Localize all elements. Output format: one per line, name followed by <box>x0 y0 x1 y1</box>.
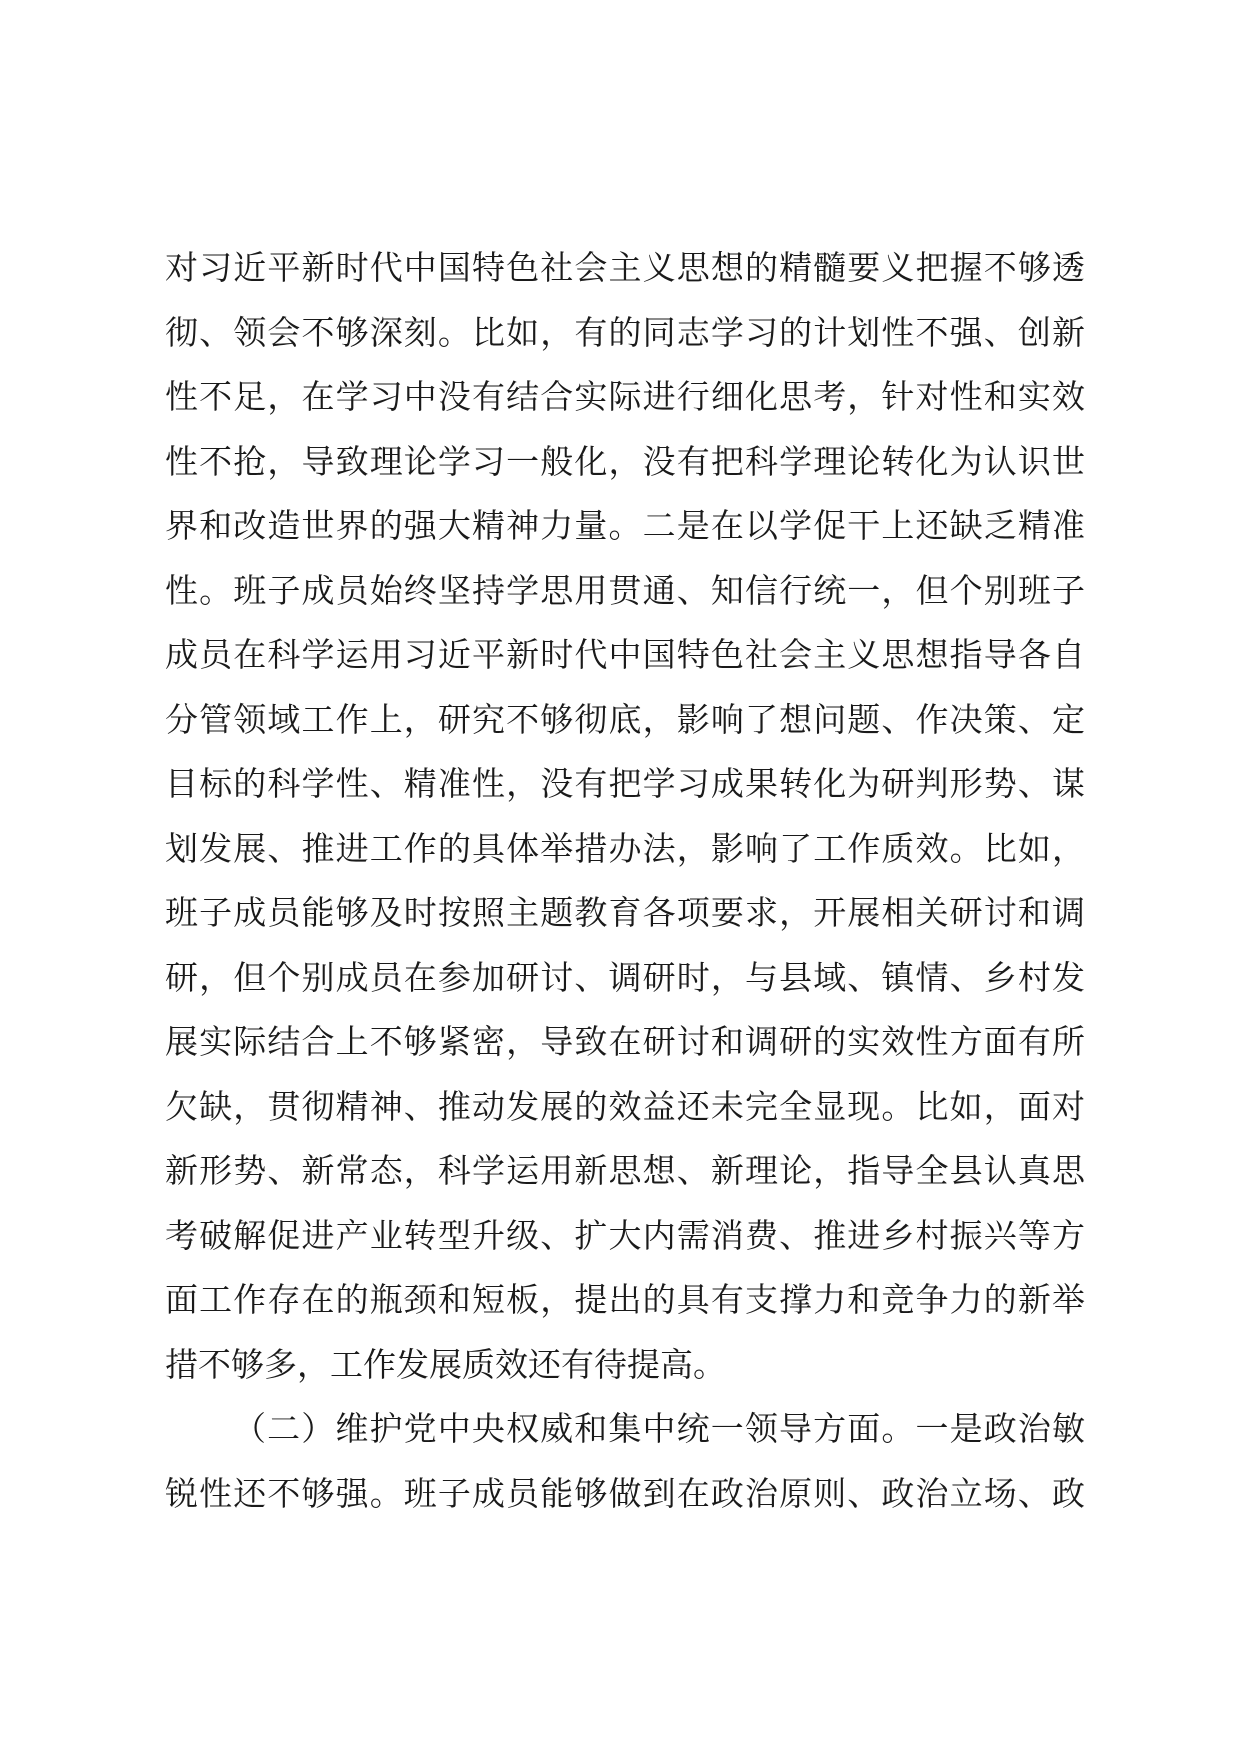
text-line: 面工作存在的瓶颈和短板，提出的具有支撑力和竞争力的新举 <box>165 1280 1085 1319</box>
text-line: 成员在科学运用习近平新时代中国特色社会主义思想指导各自 <box>165 635 1085 674</box>
text-line: 性。班子成员始终坚持学思用贯通、知信行统一，但个别班子 <box>165 570 1085 610</box>
text-line: 对习近平新时代中国特色社会主义思想的精髓要义把握不够透 <box>165 248 1085 287</box>
text-line: 展实际结合上不够紧密，导致在研讨和调研的实效性方面有所 <box>165 1022 1085 1061</box>
text-line: 彻、领会不够深刻。比如，有的同志学习的计划性不强、创新 <box>165 312 1085 352</box>
body-text <box>165 236 1085 1526</box>
text-line: 界和改造世界的强大精神力量。二是在以学促干上还缺乏精准 <box>165 506 1085 545</box>
text-line: 锐性还不够强。班子成员能够做到在政治原则、政治立场、政 <box>165 1473 1085 1513</box>
paragraph-end-line: 措不够多，工作发展质效还有待提高。 <box>165 1344 726 1384</box>
text-line: 欠缺，贯彻精神、推动发展的效益还未完全显现。比如，面对 <box>165 1086 1085 1126</box>
text-line: 研，但个别成员在参加研讨、调研时，与县域、镇情、乡村发 <box>165 957 1085 997</box>
text-line: 性不抢，导致理论学习一般化，没有把科学理论转化为认识世 <box>165 441 1085 481</box>
text-line: 分管领域工作上，研究不够彻底，影响了想问题、作决策、定 <box>165 699 1085 739</box>
text-line: 新形势、新常态，科学运用新思想、新理论，指导全县认真思 <box>165 1151 1085 1190</box>
text-line: 目标的科学性、精准性，没有把学习成果转化为研判形势、谋 <box>165 764 1085 803</box>
text-line: 性不足，在学习中没有结合实际进行细化思考，针对性和实效 <box>165 377 1085 416</box>
section-heading-line: （二）维护党中央权威和集中统一领导方面。一是政治敏 <box>233 1409 1085 1448</box>
text-line: 划发展、推进工作的具体举措办法，影响了工作质效。比如， <box>165 828 1085 868</box>
text-line: 考破解促进产业转型升级、扩大内需消费、推进乡村振兴等方 <box>165 1215 1085 1255</box>
text-line: 班子成员能够及时按照主题教育各项要求，开展相关研讨和调 <box>165 893 1085 932</box>
